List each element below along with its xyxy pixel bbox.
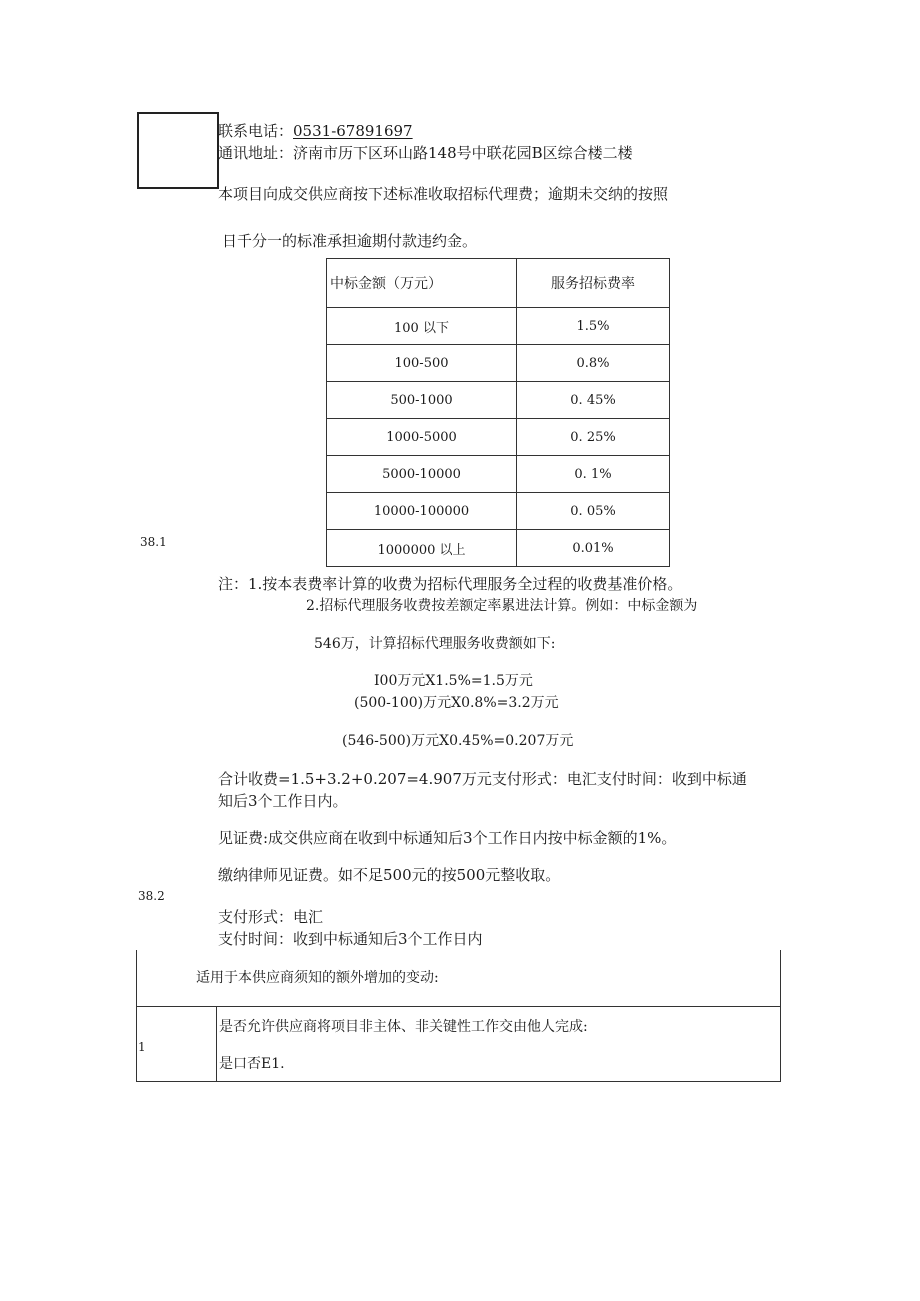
table-row (327, 382, 670, 419)
rate-cell: 0. 25% (517, 419, 670, 456)
rate-cell: 0. 1% (517, 456, 670, 493)
fee-rate-table (326, 258, 670, 567)
bottom-table-divider (136, 1006, 781, 1007)
amount-cell: 100-500 (327, 345, 517, 382)
phone-label: 联系电话： (218, 122, 294, 140)
table-row (327, 419, 670, 456)
contact-address: 通讯地址：济南市历下区环山路148号中联花园B区综合楼二楼 (218, 144, 633, 162)
table-row (327, 345, 670, 382)
total-line-2: 知后3个工作日内。 (218, 792, 348, 810)
bottom-table-column-divider (216, 1006, 217, 1082)
bottom-table-bottom-border (136, 1081, 781, 1082)
rate-cell: 0. 45% (517, 382, 670, 419)
bottom-table-left-border (136, 950, 137, 1082)
amount-cell: 10000-100000 (327, 493, 517, 530)
table-row (327, 308, 670, 345)
table-header-row (327, 259, 670, 308)
witness-line-1: 见证费:成交供应商在收到中标通知后3个工作日内按中标金额的1%。 (218, 829, 677, 847)
phone-number: 0531-67891697 (293, 122, 413, 140)
calc-line-1: I00万元X1.5%=1.5万元 (374, 673, 533, 689)
rate-cell: 1.5% (517, 308, 670, 345)
intro-line-1: 本项目向成交供应商按下述标准收取招标代理费；逾期未交纳的按照 (218, 185, 669, 203)
note-1: 注：1.按本表费率计算的收费为招标代理服务全过程的收费基准价格。 (218, 575, 683, 593)
payment-time: 支付时间：收到中标通知后3个工作日内 (218, 930, 483, 948)
rate-cell: 0. 05% (517, 493, 670, 530)
note-3: 546万，计算招标代理服务收费额如下: (314, 636, 556, 652)
amount-cell: 100 以下 (327, 308, 517, 345)
witness-line-2: 缴纳律师见证费。如不足500元的按500元整收取。 (218, 866, 561, 884)
calc-line-3: (546-500)万元X0.45%=0.207万元 (342, 733, 574, 749)
amount-cell: 1000-5000 (327, 419, 517, 456)
table-row (327, 456, 670, 493)
table-row (327, 530, 670, 567)
payment-form: 支付形式：电汇 (218, 908, 324, 926)
header-bid-amount: 中标金额（万元） (327, 259, 517, 308)
bottom-table-right-border (780, 950, 781, 1082)
rate-cell: 0.01% (517, 530, 670, 567)
section-number-38-2: 38.2 (138, 889, 165, 903)
table-row (327, 493, 670, 530)
amount-cell: 5000-10000 (327, 456, 517, 493)
bottom-table-answer: 是口否E1. (219, 1056, 285, 1072)
bottom-table-header: 适用于本供应商须知的额外增加的变动: (196, 970, 439, 986)
stamp-box (137, 112, 219, 189)
section-number-38-1: 38.1 (140, 535, 167, 549)
header-fee-rate: 服务招标费率 (517, 259, 670, 308)
calc-line-2: (500-100)万元X0.8%=3.2万元 (354, 695, 559, 711)
total-line-1: 合计收费=1.5+3.2+0.207=4.907万元支付形式：电汇支付时间：收到中标通 (218, 770, 747, 788)
note-2: 2.招标代理服务收费按差额定率累进法计算。例如：中标金额为 (306, 598, 698, 614)
bottom-table-row-number: 1 (138, 1040, 146, 1054)
rate-cell: 0.8% (517, 345, 670, 382)
amount-cell: 1000000 以上 (327, 530, 517, 567)
contact-phone-line (218, 122, 413, 140)
bottom-table-question: 是否允许供应商将项目非主体、非关键性工作交由他人完成: (219, 1019, 588, 1035)
amount-cell: 500-1000 (327, 382, 517, 419)
intro-line-2: 日千分一的标准承担逾期付款违约金。 (222, 232, 478, 250)
